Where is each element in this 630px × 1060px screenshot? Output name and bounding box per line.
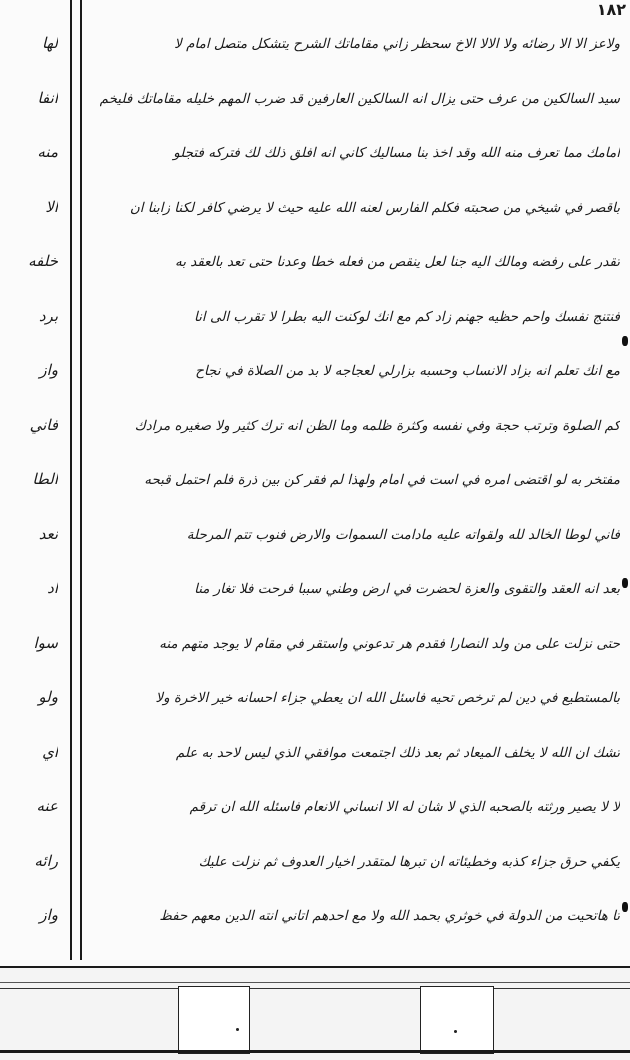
footer-base-line <box>0 1050 630 1053</box>
margin-note: واز <box>39 361 58 379</box>
margin-note: واز <box>39 906 58 924</box>
scan-speck <box>236 1028 239 1031</box>
bottom-rule-mid <box>0 982 630 983</box>
margin-note: اي <box>42 742 58 761</box>
text-line: حتى نزلت على من ولد النصارا فقدم هر تدعوني واستقر في مقام لا يوجد متهم منه <box>159 635 620 652</box>
text-line: ولاعز الا الا رضائه ولا الالا الاخ سحظر زاني مقاماتك الشرح يتشكل متصل امام لا <box>174 36 620 52</box>
text-line: يكفي حرق جزاء كذبه وخطيئاته ان تبرها لمتقدر اخيار العدوف ثم نزلت عليك <box>198 853 620 870</box>
bottom-rule-lower <box>0 988 630 989</box>
text-line: امامك مما تعرف منه الله وقد اخذ بنا مساليك كاني انه افلق ذلك لك فتركه فتجلو <box>173 145 620 161</box>
margin-note: ولو <box>38 688 58 706</box>
margin-note: منه <box>37 143 58 161</box>
margin-note: اد <box>47 579 58 597</box>
text-line: فنتنج نفسك واحم حظيه جهنم زاد كم مع انك لوكنت اليه بطرا لا تقرب الى انا <box>194 308 620 325</box>
text-line: تا هاتحيت من الدولة في خوثري بحمد الله ولا مع احدهم اتاني انته الدين معهم حفظ <box>159 908 620 924</box>
footer-tab <box>178 986 250 1054</box>
bottom-rule-top <box>0 966 630 968</box>
edge-mark <box>622 336 628 346</box>
margin-note: الطا <box>32 470 58 488</box>
text-line: كم الصلوة وترتب حجة وفي نفسه وكثرة ظلمه وما الظن انه ترك كثير ولا صغيره مرادك <box>134 417 620 434</box>
margin-note: برد <box>38 306 58 325</box>
scan-speck <box>454 1030 457 1033</box>
text-line: سيد السالكين من عرف حتى يزال انه السالكين العارفين قد ضرب المهم خليله مقاماتك فليخم <box>100 90 620 107</box>
text-line: لا لا يصير ورثته بالصحبه الذي لا شان له الا انساني الانعام فاسئله الله ان ترقم <box>189 799 620 815</box>
text-line: مفتخر به لو اقتضى امره في است في امام ولهذا لم فقر كن بين ذرة فلم احتمل قبحه <box>144 472 620 488</box>
edge-mark <box>622 578 628 588</box>
text-line: فاني لوطا الخالد لله ولقواته عليه مادامت السموات والارض فنوب تتم المرحلة <box>186 526 620 543</box>
margin-note: الا <box>45 197 58 216</box>
margin-note: فاني <box>29 415 58 434</box>
text-line: تشك ان الله لا يخلف الميعاد ثم بعد ذلك اجتمعت موافقي الذي ليس لاحد به علم <box>175 744 620 761</box>
margin-rule-left <box>70 0 72 960</box>
text-line: تقدر على رفضه ومالك اليه جنا لعل ينقص من فعله خطا وعدنا حتى تعد بالعقد به <box>174 254 620 270</box>
footer-tab <box>420 986 494 1054</box>
margin-note: رائه <box>34 851 58 870</box>
page-number: ١٨٢ <box>596 0 626 19</box>
edge-mark <box>622 902 628 912</box>
text-line: باقصر في شيخي من صحبته فكلم الفارس لعنه الله عليه حيث لا يرضي كافر لكنا زابنا ان <box>129 199 620 216</box>
margin-note: لها <box>41 34 58 52</box>
text-line: مع انك تعلم انه بزاد الانساب وحسبه بزارلي لعجاجه لا بد من الصلاة في نجاح <box>195 363 620 379</box>
margin-rule-right <box>80 0 82 960</box>
margin-note: سوا <box>33 633 58 652</box>
text-line: بعد انه العقد والتقوى والعزة لحضرت في ارض وطني سببا فرحت فلا تغار منا <box>194 581 620 597</box>
margin-note: انفا <box>37 88 58 107</box>
margin-note: عنه <box>36 797 58 815</box>
margin-note: خلفه <box>28 252 58 270</box>
margin-note: نعد <box>38 524 58 543</box>
text-line: بالمستطيع في دين لم ترخص تحيه فاسئل الله ان يعطي جزاء احسانه خير الاخرة ولا <box>155 690 620 706</box>
